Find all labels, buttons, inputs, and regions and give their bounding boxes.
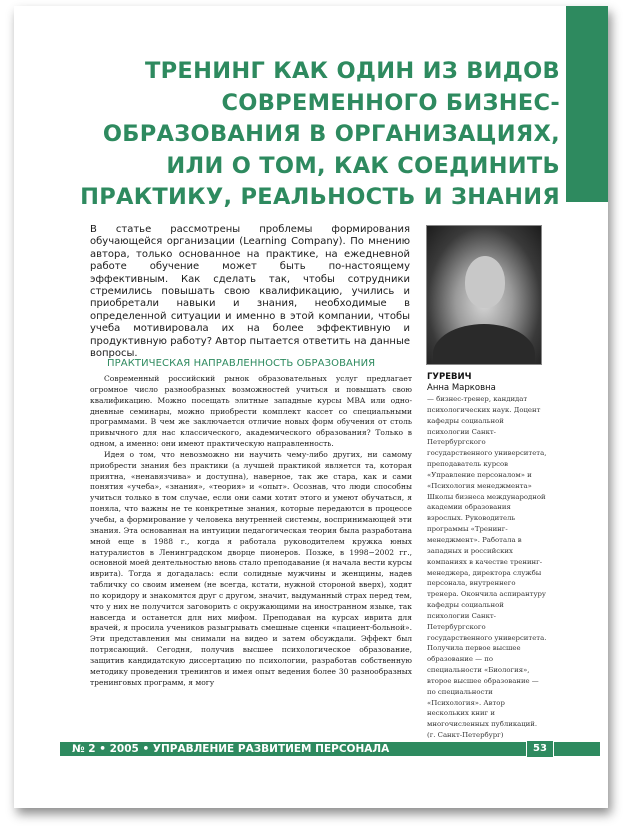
author-photo (426, 225, 542, 365)
magazine-page (14, 6, 608, 808)
author-bio: — бизнес-тренер, кандидат психологических наук. Доцент кафедры социальной психологии Санкт-Петербургского государственного университета, преподаватель курсов «Управление персоналом» и «Психология менеджмента» Школы бизнеса международной академии образования взрослых. Руководитель программы «Тренинг-менеджмент». Работала в западных и российских компаниях в качестве тренинг-менеджера, директора службы персонала, внутреннего тренера. Окончила аспирантуру кафедры социальной психологии Санкт-Петербургского государственного университета. Получила первое высшее образование — по специальности «Биология», второе высшее образование — по специальности «Психология». Автор нескольких книг и многочисленных публикаций. (г. Санкт-Петербург) (427, 395, 547, 740)
title-line: ПРАКТИКУ, РЕАЛЬНОСТЬ И ЗНАНИЯ (80, 184, 560, 210)
body-paragraph: Идея о том, что невозможно ни научить чему-либо других, ни самому приобрести знания без практики (а лучшей практикой является та, которая приятна, «ненавязчива» и доступна), наверное, так же стара, как и сами понятия «учеба», «знания», «теория» и «опыт». Осознав, что люди способны учиться только в том случае, если они сами хотят этого и умеют обучаться, я поняла, что важны не те конкретные знания, которые передаются в процессе учебы, а формирование у человека внутренней системы, воспринимающей эти знания. Эта основанная на интуиции педагогическая теория была разработана мной еще в 1988 г., когда я работала руководителем кружка юных натуралистов в Ленинградском дворце пионеров. Позже, в 1998−2002 гг., основной моей деятельностью вновь стало преподавание (я начала вести курсы иврита). Тогда я догадалась: если солидные мужчины и женщины, надев табличку со своим именем (не всегда, кстати, нужной стороной вверх), ходят по коридору и знакомятся друг с другом, значит, выдуманный страх перед тем, что у них не получится заговорить с окружающими на иностранном языке, так навсегда и останется для них мифом. Преподавая на курсах иврита для врачей, я просила учеников разыгрывать смешные сценки «пациент-больной». Эти представления мы снимали на видео и затем обсуждали. Эффект был потрясающий. Сегодня, получив высшее психологическое образование, защитив кандидатскую диссертацию по психологии, разработав собственную методику проведения тренингов и имея опыт ведения более 30 разнообразных тренинговых программ, я могу (90, 449, 412, 687)
body-paragraph: Современный российский рынок образовательных услуг предлагает огромное число разнообразных возможностей учиться и повышать свою квалификацию. Можно посещать элитные западные курсы MBA или однодневные семинары, можно приобрести комплект кассет со специальными программами. В чем же заключается отличие новых форм обучения от столь привычного для нас классического, академического образования? Только в одном, а именно: они имеют практическую направленность. (90, 374, 412, 449)
page-number: 53 (526, 740, 554, 758)
article-abstract: В статье рассмотрены проблемы формирования обучающейся организации (Learning Company). По мнению автора, только основанное на практике, на ежедневной работе обучение может быть по-настоящему эффективным. Как сделать так, чтобы сотрудники стремились повышать свою квалификацию, учились и приобретали навыки и знания, необходимые в определенной ситуации и именно в этой компании, чтобы учеба мотивировала их на более эффективную и продуктивную работу? Автор пытается ответить на данные вопросы. (90, 224, 410, 360)
title-line: ТРЕНИНГ КАК ОДИН ИЗ ВИДОВ (144, 58, 560, 84)
author-name (427, 372, 547, 393)
green-edge-tab (566, 6, 608, 202)
title-line: СОВРЕМЕННОГО БИЗНЕС- (221, 89, 560, 116)
article-body (90, 374, 412, 744)
author-given-names: Анна Марковна (427, 382, 496, 393)
title-line: ОБРАЗОВАНИЯ В ОРГАНИЗАЦИЯХ, (102, 121, 560, 147)
title-line: ИЛИ О ТОМ, КАК СОЕДИНИТЬ (166, 152, 560, 179)
photo-shoulders (433, 324, 535, 365)
author-surname: ГУРЕВИЧ (427, 372, 472, 382)
footer-issue-text: № 2 • 2005 • УПРАВЛЕНИЕ РАЗВИТИЕМ ПЕРСОНАЛА (72, 743, 390, 755)
section-heading: ПРАКТИЧЕСКАЯ НАПРАВЛЕННОСТЬ ОБРАЗОВАНИЯ (107, 358, 376, 369)
photo-face (465, 256, 505, 308)
article-title (74, 56, 560, 214)
